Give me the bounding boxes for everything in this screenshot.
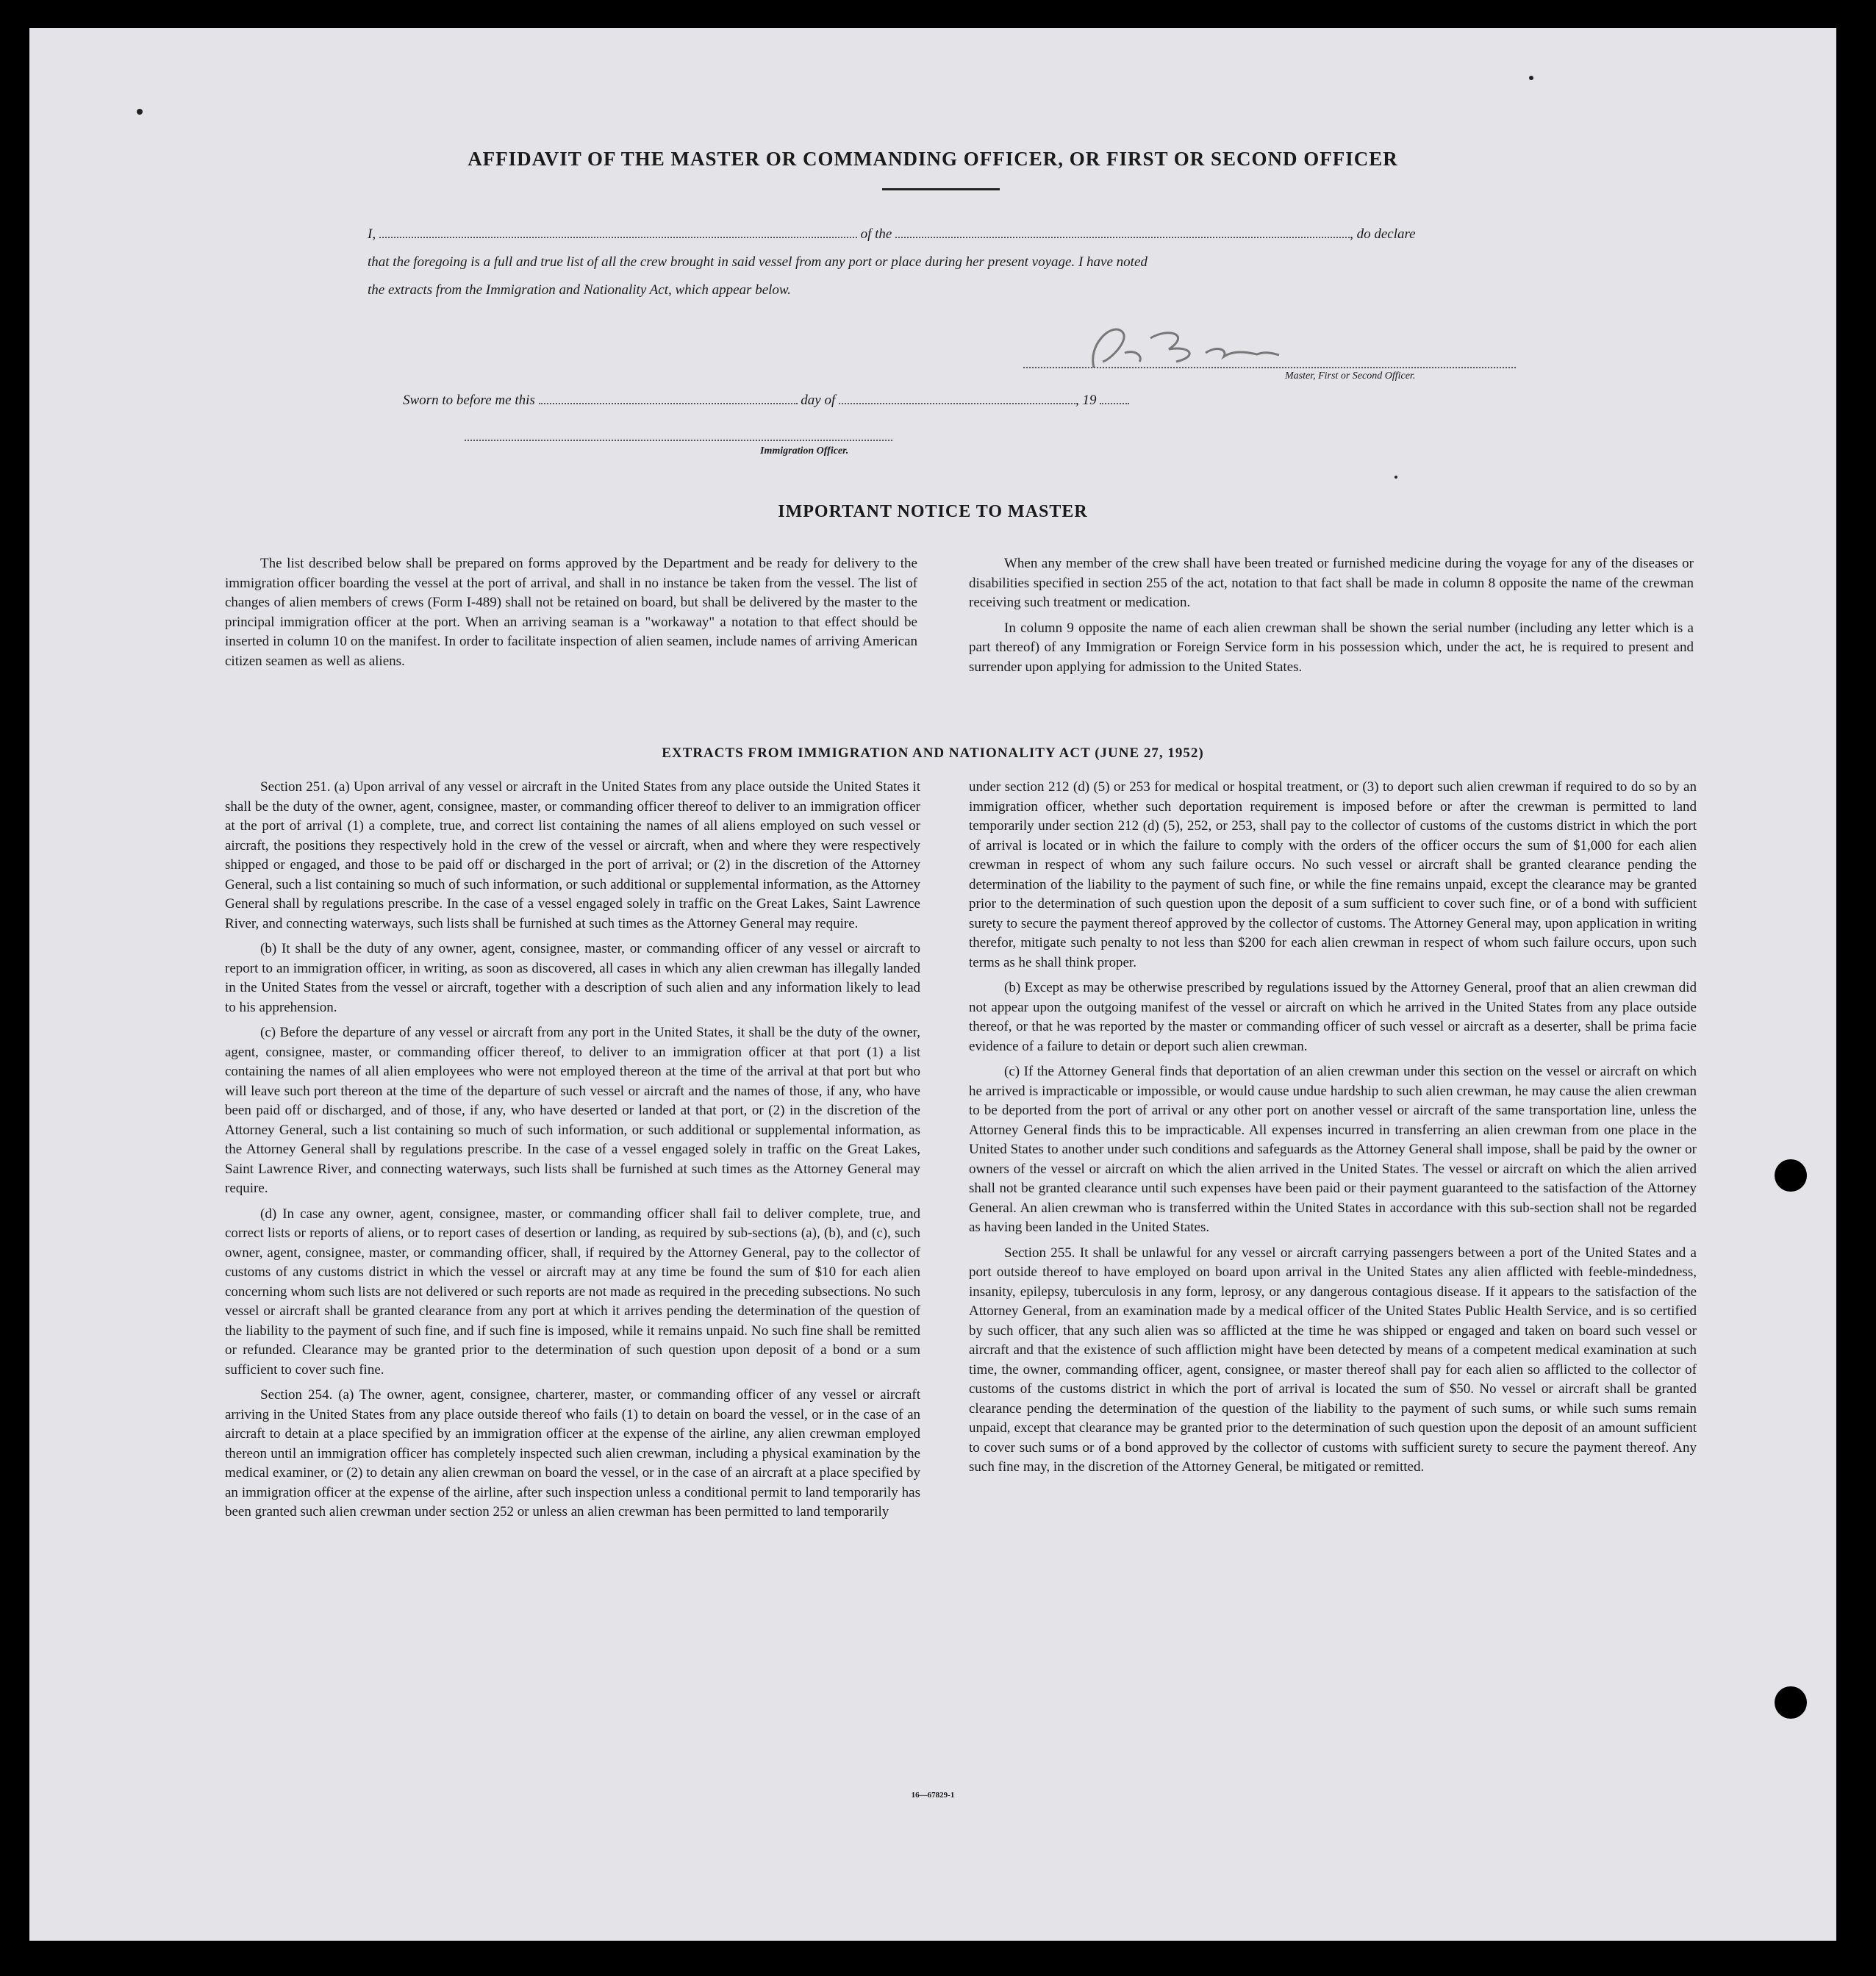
- declaration-line-3: the extracts from the Immigration and Nationality Act, which appear below.: [368, 282, 791, 298]
- notice-paragraph: In column 9 opposite the name of each alien crewman shall be shown the serial number (including any letter which is a part thereof) of any Immigration or Foreign Service form in his possession which, under the act, he is required to present and surrender upon applying for admission to the United States.: [969, 620, 1694, 675]
- punch-hole: [1775, 1159, 1807, 1192]
- notice-left-column: [225, 554, 917, 677]
- section-paragraph: (c) Before the departure of any vessel or aircraft from any port in the United States, it shall be the duty of the owner, agent, consignee, master, or commanding officer thereof, to deliver to an immigration officer at that port (1) a list containing the names of all alien employees who were not employed thereon at the time of the arrival at that port but who will leave such port thereon at the time of the departure of such vessel or aircraft and the names of those, if any, who have been paid off or discharged, and of those, if any, who have deserted or landed at that port, or (2) in the discretion of the Attorney General, such a list containing so much of such information, or such additional or supplemental information, as the Attorney General shall by regulations prescribe. In the case of a vessel engaged solely in traffic on the Great Lakes, Saint Lawrence River, and connecting waterways, such lists shall be furnished at such times as the Attorney General may require.: [225, 1025, 920, 1196]
- sworn-label: Sworn to before me this: [403, 393, 535, 408]
- scan-speck: [1395, 476, 1397, 479]
- section-paragraph: Section 254. (a) The owner, agent, consignee, charterer, master, or commanding officer of any vessel or aircraft arriving in the United States from any place outside thereof who fails (1) to detain on board the vessel, or in the case of an aircraft to detain at a place specified by an immigration officer at the expense of the airline, any alien crewman employed thereon until an immigration officer has completely inspected such alien crewman, including a physical examination by the medical examiner, or (2) to detain any alien crewman on board the vessel, or in the case of an aircraft at a place specified by an immigration officer at the expense of the airline, after such inspection unless a conditional permit to land temporarily has been granted such alien crewman under section 252 or unless an alien crewman has been permitted to land temporarily: [225, 1387, 920, 1519]
- declaration-block: [368, 221, 1544, 304]
- master-signature-line[interactable]: [1023, 365, 1516, 368]
- i-label: I,: [368, 226, 376, 242]
- extracts-left-column: [225, 778, 920, 1528]
- vessel-field[interactable]: [895, 222, 1350, 238]
- year-label: , 19: [1075, 393, 1097, 408]
- immigration-officer-caption: Immigration Officer.: [760, 445, 849, 457]
- section-paragraph: Section 255. It shall be unlawful for any vessel or aircraft carrying passengers between a port of the United States and a port outside thereof to have employed on board upon arrival in the United States any alien afflicted with feeble-mindedness, insanity, epilepsy, tuberculosis in any form, leprosy, or any dangerous contagious disease. If it appears to the satisfaction of the Attorney General, from an examination made by a medical officer of the United States Public Health Service, and is so certified by such officer, that any such alien was so afflicted at the time he was shipped or engaged and taken on board such vessel or aircraft and that the existence of such affliction might have been detected by means of a competent medical examination at such time, the owner, commanding officer, agent, consignee, or master thereof shall pay for each alien so afflicted to the collector of customs of the customs district in which the port of arrival is located the sum of $50. No vessel or aircraft shall be granted clearance pending the determination of the question of the liability to the payment of such sums, or while such sums remain unpaid, except that clearance may be granted prior to the determination of such question upon the deposit of an amount sufficient to cover such sums or of a bond approved by the collector of customs with sufficient surety to secure the payment thereof. Any such fine may, in the discretion of the Attorney General, be mitigated or remitted.: [969, 1245, 1697, 1475]
- sworn-day-field[interactable]: [539, 388, 798, 404]
- punch-hole: [1775, 1686, 1807, 1719]
- day-of-label: day of: [801, 393, 836, 408]
- immigration-officer-line[interactable]: [465, 438, 892, 441]
- notice-paragraph: When any member of the crew shall have been treated or furnished medicine during the voyage for any of the diseases or disabilities specified in section 255 of the act, notation to that fact shall be made in column 8 opposite the name of the crewman receiving such treatment or medication.: [969, 556, 1694, 610]
- title-divider: [882, 188, 1000, 190]
- notice-right-column: [969, 554, 1694, 683]
- sworn-year-field[interactable]: [1100, 388, 1129, 404]
- name-field[interactable]: [379, 222, 857, 238]
- sworn-month-field[interactable]: [839, 388, 1075, 404]
- form-code: 16—67829-1: [911, 1791, 955, 1800]
- do-declare-label: , do declare: [1350, 226, 1416, 242]
- declaration-line-2: that the foregoing is a full and true list of all the crew brought in said vessel from any port or place during her present voyage. I have noted: [368, 254, 1148, 270]
- scan-speck: [1529, 76, 1533, 80]
- section-paragraph: (d) In case any owner, agent, consignee, master, or commanding officer shall fail to deliver complete, true, and correct lists or reports of aliens, or to report cases of desertion or landing, as required by sub-sections (a), (b), and (c), such owner, agent, consignee, master, or commanding officer, shall, if required by the Attorney General, pay to the collector of customs of any customs district in which the vessel or aircraft may at any time be found the sum of $10 for each alien concerning whom such lists are not delivered or such reports are not made as required in the preceding subsections. No such vessel or aircraft shall be granted clearance from any port at which it arrives pending the determination of the question of the liability to the payment of such fine, and if such fine is imposed, while it remains unpaid. No such fine shall be remitted or refunded. Clearance may be granted prior to the determination of such question upon deposit of a bond or a sum sufficient to cover such fine.: [225, 1206, 920, 1378]
- section-paragraph: (b) It shall be the duty of any owner, agent, consignee, master, or commanding officer of any vessel or aircraft to report to an immigration officer, in writing, as soon as discovered, all cases in which any alien crewman has illegally landed in the United States from the vessel or aircraft, together with a description of such alien and any information likely to lead to his apprehension.: [225, 941, 920, 1015]
- section-paragraph: under section 212 (d) (5) or 253 for medical or hospital treatment, or (3) to deport such alien crewman if required to do so by an immigration officer, whether such deportation requirement is imposed before or after the crewman is permitted to land temporarily under section 212 (d) (5), 252, or 253, shall pay to the collector of customs of the customs district in which the port of arrival is located or in which the failure to comply with the orders of the officer occurs the sum of $1,000 for each alien crewman in respect of whom any such failure occurs. No such vessel or aircraft shall be granted clearance pending the determination of the liability to the payment of such fine, or while the fine remains unpaid, except the clearance may be granted prior to the determination of such question upon the deposit of a sum sufficient to cover such fine, or of a bond with sufficient surety to secure the payment thereof approved by the collector of customs. The Attorney General may, upon application in writing therefor, mitigate such penalty to not less than $200 for each alien crewman in respect of whom such failure occurs, upon such terms as he shall think proper.: [969, 779, 1697, 970]
- section-paragraph: Section 251. (a) Upon arrival of any vessel or aircraft in the United States from any place outside the United States it shall be the duty of the owner, agent, consignee, master, or commanding officer thereof to deliver to an immigration officer at the port of arrival (1) a complete, true, and correct list containing the names of all aliens employed on such vessel or aircraft, the positions they respectively hold in the crew of the vessel or aircraft, when and where they were respectively shipped or engaged, and those to be paid off or discharged in the port of arrival; or (2) in the discretion of the Attorney General, such a list containing so much of such information, or such additional or supplemental information, as the Attorney General shall by regulations prescribe. In the case of a vessel engaged solely in traffic on the Great Lakes, Saint Lawrence River, and connecting waterways, such lists shall be furnished at such times as the Attorney General may require.: [225, 779, 920, 931]
- extracts-title: EXTRACTS FROM IMMIGRATION AND NATIONALITY ACT (JUNE 27, 1952): [662, 745, 1204, 761]
- sworn-line: [403, 387, 1579, 415]
- master-caption: Master, First or Second Officer.: [1285, 370, 1416, 382]
- scan-speck: [137, 109, 143, 115]
- section-paragraph: (b) Except as may be otherwise prescribed by regulations issued by the Attorney General, proof that an alien crewman did not appear upon the outgoing manifest of the vessel or aircraft on which he arrived in the United States from any place outside thereof, or that he was reported by the master or commanding officer of such vessel or aircraft as a deserter, shall be prima facie evidence of a failure to detain or deport such alien crewman.: [969, 980, 1697, 1054]
- section-paragraph: (c) If the Attorney General finds that deportation of an alien crewman under this section on the vessel or aircraft on which he arrived is impracticable or impossible, or would cause undue hardship to such alien crewman, he may cause the alien crewman to be deported from the port of arrival or any other port on another vessel or aircraft of the same transportation line, unless the Attorney General finds this to be impracticable. All expenses incurred in transferring an alien crewman from one place in the United States to another under such conditions and safeguards as the Attorney General shall impose, shall be paid by the owner or owners of the vessel or aircraft on which the alien arrived in the United States. The vessel or aircraft on which the alien arrived shall not be granted clearance until such expenses have been paid or their payment guaranteed to the satisfaction of the Attorney General. An alien crewman who is transferred within the United States in accordance with this sub-section shall not be regarded as having been landed in the United States.: [969, 1064, 1697, 1235]
- declaration-line-1: [368, 221, 1544, 248]
- notice-title: IMPORTANT NOTICE TO MASTER: [778, 502, 1088, 521]
- extracts-right-column: [969, 778, 1697, 1483]
- of-the-label: of the: [860, 226, 892, 242]
- notice-paragraph: The list described below shall be prepared on forms approved by the Department and be ready for delivery to the immigration officer boarding the vessel at the port of arrival, and shall in no instance be taken from the vessel. The list of changes of alien members of crews (Form I-489) shall not be retained on board, but shall be delivered by the master to the principal immigration officer at the port. When an arriving seaman is a "workaway" a notation to that effect should be inserted in column 10 on the manifest. In order to facilitate inspection of alien seamen, include names of arriving American citizen seamen as well as aliens.: [225, 556, 917, 669]
- affidavit-title: AFFIDAVIT OF THE MASTER OR COMMANDING OFFICER, OR FIRST OR SECOND OFFICER: [468, 148, 1398, 170]
- document-page: [29, 28, 1836, 1941]
